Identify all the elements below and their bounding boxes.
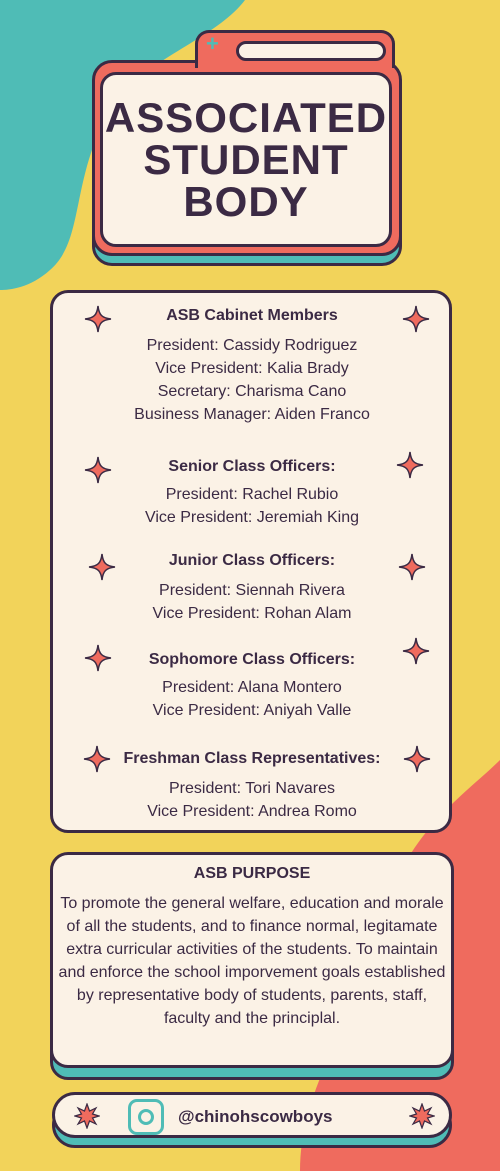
plus-icon: + [206, 31, 219, 56]
sparkle-icon [398, 553, 426, 581]
senior-line: President: Rachel Rubio [165, 486, 339, 503]
sparkle-icon [402, 305, 430, 333]
purpose-text: To promote the general welfare, education and morale of all the students, and to finance normal, legitamate extra curricular activities of the students. To maintain and enforce the school imporvement goals established by representative body of students, parents, staff, faculty and the principlal. [58, 895, 446, 1027]
flower-icon [409, 1103, 435, 1129]
senior-heading: Senior Class Officers: [168, 458, 336, 475]
social-handle[interactable]: @chinohscowboys [178, 1107, 333, 1126]
junior-line: President: Siennah Rivera [159, 582, 345, 599]
cabinet-section [52, 306, 452, 426]
flower-icon [74, 1103, 100, 1129]
sparkle-icon [84, 644, 112, 672]
freshman-section [52, 749, 452, 823]
sophomore-line: President: Alana Montero [162, 679, 342, 696]
sparkle-icon [402, 637, 430, 665]
title-line-1: ASSOCIATED [104, 93, 388, 141]
sparkle-icon [84, 456, 112, 484]
purpose-section [58, 864, 446, 1030]
senior-section [52, 457, 452, 529]
freshman-line: President: Tori Navares [169, 780, 335, 797]
title-panel [100, 72, 392, 247]
sparkle-icon [84, 305, 112, 333]
cabinet-line: Secretary: Charisma Cano [157, 383, 347, 400]
junior-line: Vice President: Rohan Alam [152, 605, 352, 622]
title-window-bar [236, 41, 386, 61]
cabinet-heading: ASB Cabinet Members [166, 307, 338, 324]
sophomore-section [52, 650, 452, 722]
senior-line: Vice President: Jeremiah King [144, 509, 360, 526]
sparkle-icon [403, 745, 431, 773]
title-line-2: STUDENT [143, 135, 349, 183]
cabinet-line: Vice President: Kalia Brady [155, 360, 349, 377]
sparkle-icon [88, 553, 116, 581]
cabinet-line: President: Cassidy Rodriguez [146, 337, 358, 354]
freshman-line: Vice President: Andrea Romo [147, 803, 357, 820]
sparkle-icon [396, 451, 424, 479]
page-title [104, 93, 388, 225]
cabinet-line: Business Manager: Aiden Franco [134, 406, 370, 423]
freshman-heading: Freshman Class Representatives: [123, 750, 381, 767]
sophomore-heading: Sophomore Class Officers: [148, 651, 356, 668]
junior-heading: Junior Class Officers: [168, 552, 336, 569]
title-line-3: BODY [183, 177, 309, 225]
sparkle-icon [83, 745, 111, 773]
instagram-icon[interactable] [128, 1099, 164, 1135]
purpose-heading: ASB PURPOSE [193, 865, 311, 882]
sophomore-line: Vice President: Aniyah Valle [152, 702, 352, 719]
